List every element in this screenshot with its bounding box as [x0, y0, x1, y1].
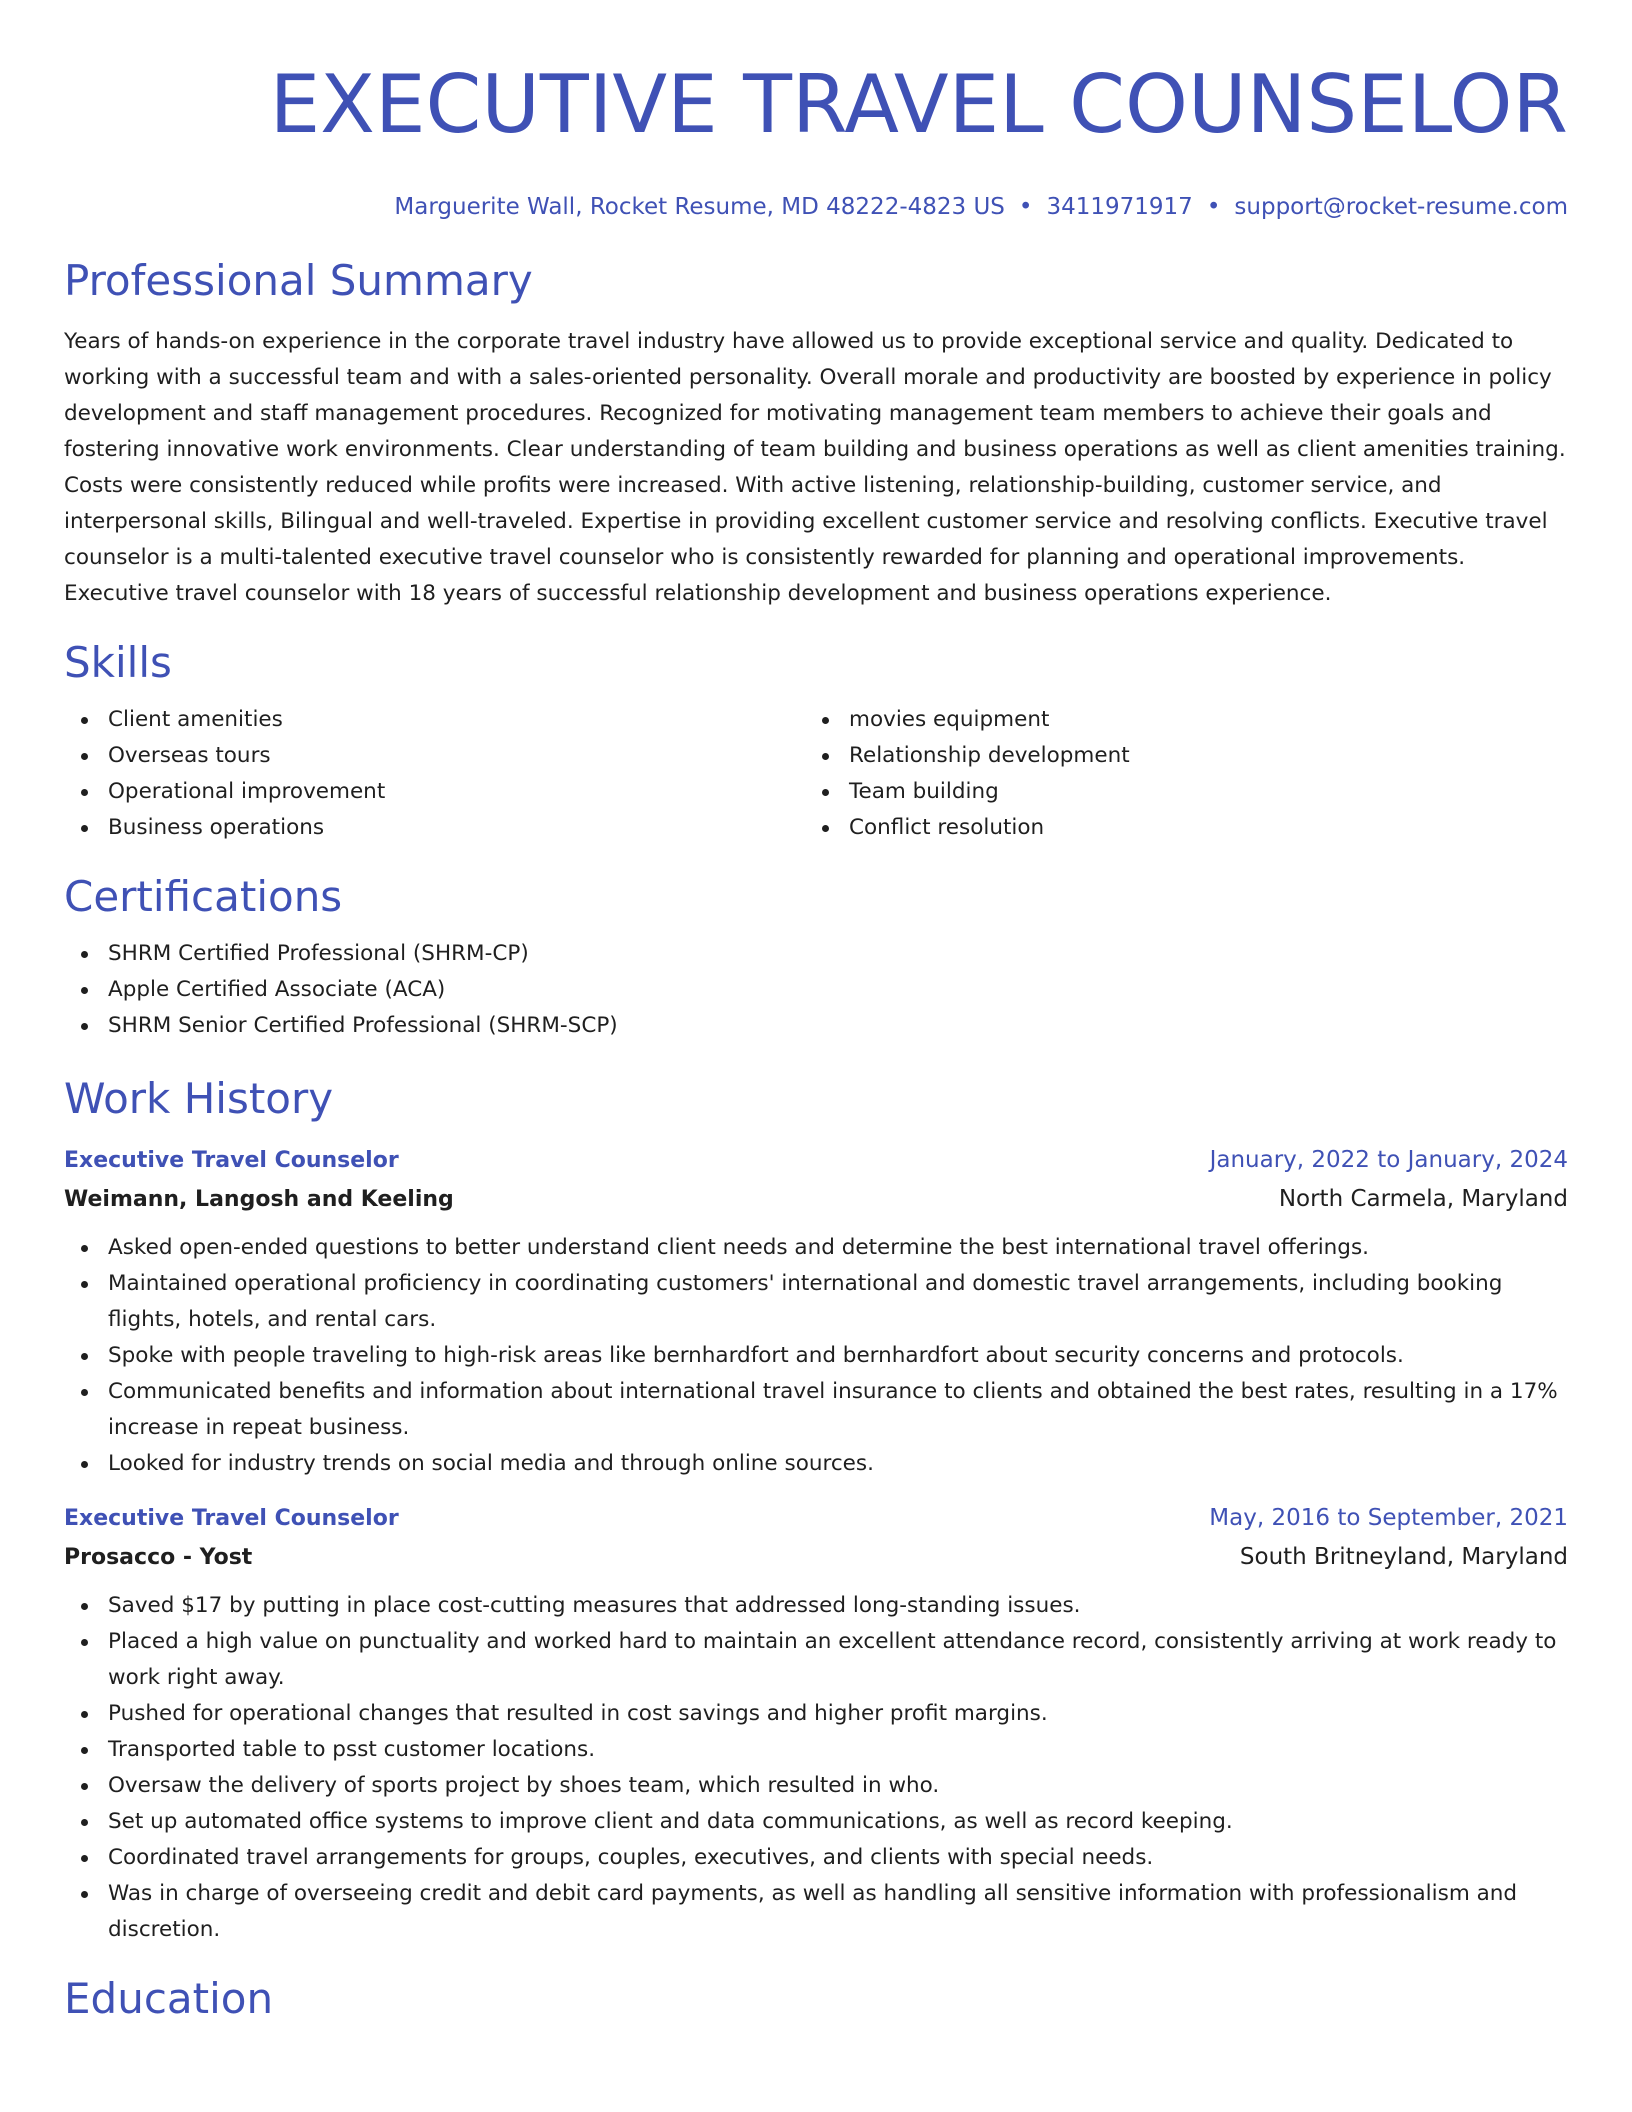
- job-bullets: [64, 1230, 1568, 1482]
- contact-line: [64, 192, 1568, 222]
- resume-title: EXECUTIVE TRAVEL COUNSELOR: [269, 58, 1568, 151]
- certification-item: Apple Certified Associate (ACA): [64, 972, 1568, 1008]
- skill-item: Client amenities: [64, 702, 805, 738]
- skill-item: movies equipment: [805, 702, 1546, 738]
- skill-item: Relationship development: [805, 738, 1546, 774]
- job-bullet: Coordinated travel arrangements for groups, couples, executives, and clients with special needs.: [64, 1840, 1568, 1876]
- skills-grid: [64, 702, 1568, 846]
- job-company: Prosacco - Yost: [64, 1545, 253, 1570]
- job-bullet: Oversaw the delivery of sports project by shoes team, which resulted in who.: [64, 1768, 1568, 1804]
- certification-item: SHRM Certified Professional (SHRM-CP): [64, 936, 1568, 972]
- job-bullet: Saved $17 by putting in place cost-cutting measures that addressed long-standing issues.: [64, 1588, 1568, 1624]
- job-entry: [64, 1502, 1568, 1948]
- skill-item: Conflict resolution: [805, 810, 1546, 846]
- job-bullet: Looked for industry trends on social media and through online sources.: [64, 1446, 1568, 1482]
- job-dates: January, 2022 to January, 2024: [1209, 1147, 1568, 1173]
- skills-section: [64, 638, 1568, 846]
- skill-item: Operational improvement: [64, 774, 805, 810]
- job-bullet: Communicated benefits and information about international travel insurance to clients and obtained the best rates, resulting in a 17% increase in repeat business.: [64, 1374, 1568, 1446]
- job-bullet: Set up automated office systems to improve client and data communications, as well as record keeping.: [64, 1804, 1568, 1840]
- job-subheader: [64, 1183, 1568, 1216]
- job-title: Executive Travel Counselor: [64, 1148, 399, 1173]
- work-history-heading: Work History: [64, 1074, 334, 1123]
- job-bullet: Transported table to psst customer locations.: [64, 1732, 1568, 1768]
- skills-heading: Skills: [64, 638, 172, 687]
- skill-item: Business operations: [64, 810, 805, 846]
- job-title: Executive Travel Counselor: [64, 1506, 399, 1531]
- job-bullet: Placed a high value on punctuality and worked hard to maintain an excellent attendance record, consistently arriving at work ready to work right away.: [64, 1624, 1568, 1696]
- job-bullet: Pushed for operational changes that resulted in cost savings and higher profit margins.: [64, 1696, 1568, 1732]
- job-header: [64, 1144, 1568, 1177]
- skills-list-right: [805, 702, 1546, 846]
- certification-item: SHRM Senior Certified Professional (SHRM-SCP): [64, 1008, 1568, 1044]
- education-section: [64, 1974, 1568, 2024]
- job-bullet: Maintained operational proficiency in coordinating customers' international and domestic travel arrangements, including booking flights, hotels, and rental cars.: [64, 1266, 1568, 1338]
- certifications-section: [64, 872, 1568, 1044]
- skill-item: Team building: [805, 774, 1546, 810]
- certifications-list: [64, 936, 1568, 1044]
- work-history-section: [64, 1074, 1568, 1948]
- skills-list-left: [64, 702, 805, 846]
- contact-separator: •: [1206, 194, 1221, 220]
- contact-email[interactable]: support@rocket-resume.com: [1234, 194, 1568, 220]
- contact-phone: 3411971917: [1046, 194, 1193, 220]
- job-location: North Carmela, Maryland: [1278, 1186, 1568, 1212]
- job-bullet: Was in charge of overseeing credit and debit card payments, as well as handling all sensitive information with professionalism and discretion.: [64, 1876, 1568, 1948]
- job-dates: May, 2016 to September, 2021: [1209, 1505, 1568, 1531]
- summary-text: Years of hands-on experience in the corporate travel industry have allowed us to provide exceptional service and quality. Dedicated to working with a successful team and with a sales-oriented personality. Overall morale and productivity are boosted by experience in policy development and staff management procedures. Recognized for motivating management team members to achieve their goals and fostering innovative work environments. Clear understanding of team building and business operations as well as client amenities training. Costs were consistently reduced while profits were increased. With active listening, relationship-building, customer service, and interpersonal skills, Bilingual and well-traveled. Expertise in providing excellent customer service and resolving conflicts. Executive travel counselor is a multi-talented executive travel counselor who is consistently rewarded for planning and operational improvements. Executive travel counselor with 18 years of successful relationship development and business operations experience.: [64, 329, 1566, 606]
- job-bullet: Spoke with people traveling to high-risk areas like bernhardfort and bernhardfort about security concerns and protocols.: [64, 1338, 1568, 1374]
- job-bullet: Asked open-ended questions to better understand client needs and determine the best international travel offerings.: [64, 1230, 1568, 1266]
- contact-address: Marguerite Wall, Rocket Resume, MD 48222-4823 US: [394, 194, 1005, 220]
- skill-item: Overseas tours: [64, 738, 805, 774]
- job-bullets: [64, 1588, 1568, 1948]
- job-location: South Britneyland, Maryland: [1239, 1544, 1568, 1570]
- summary-heading: Professional Summary: [64, 256, 533, 305]
- job-entry: [64, 1144, 1568, 1482]
- summary-section: [64, 256, 1568, 612]
- certifications-heading: Certifications: [64, 872, 343, 921]
- job-company: Weimann, Langosh and Keeling: [64, 1187, 454, 1212]
- education-heading: Education: [64, 1974, 274, 2023]
- job-subheader: [64, 1541, 1568, 1574]
- job-header: [64, 1502, 1568, 1535]
- contact-separator: •: [1018, 194, 1033, 220]
